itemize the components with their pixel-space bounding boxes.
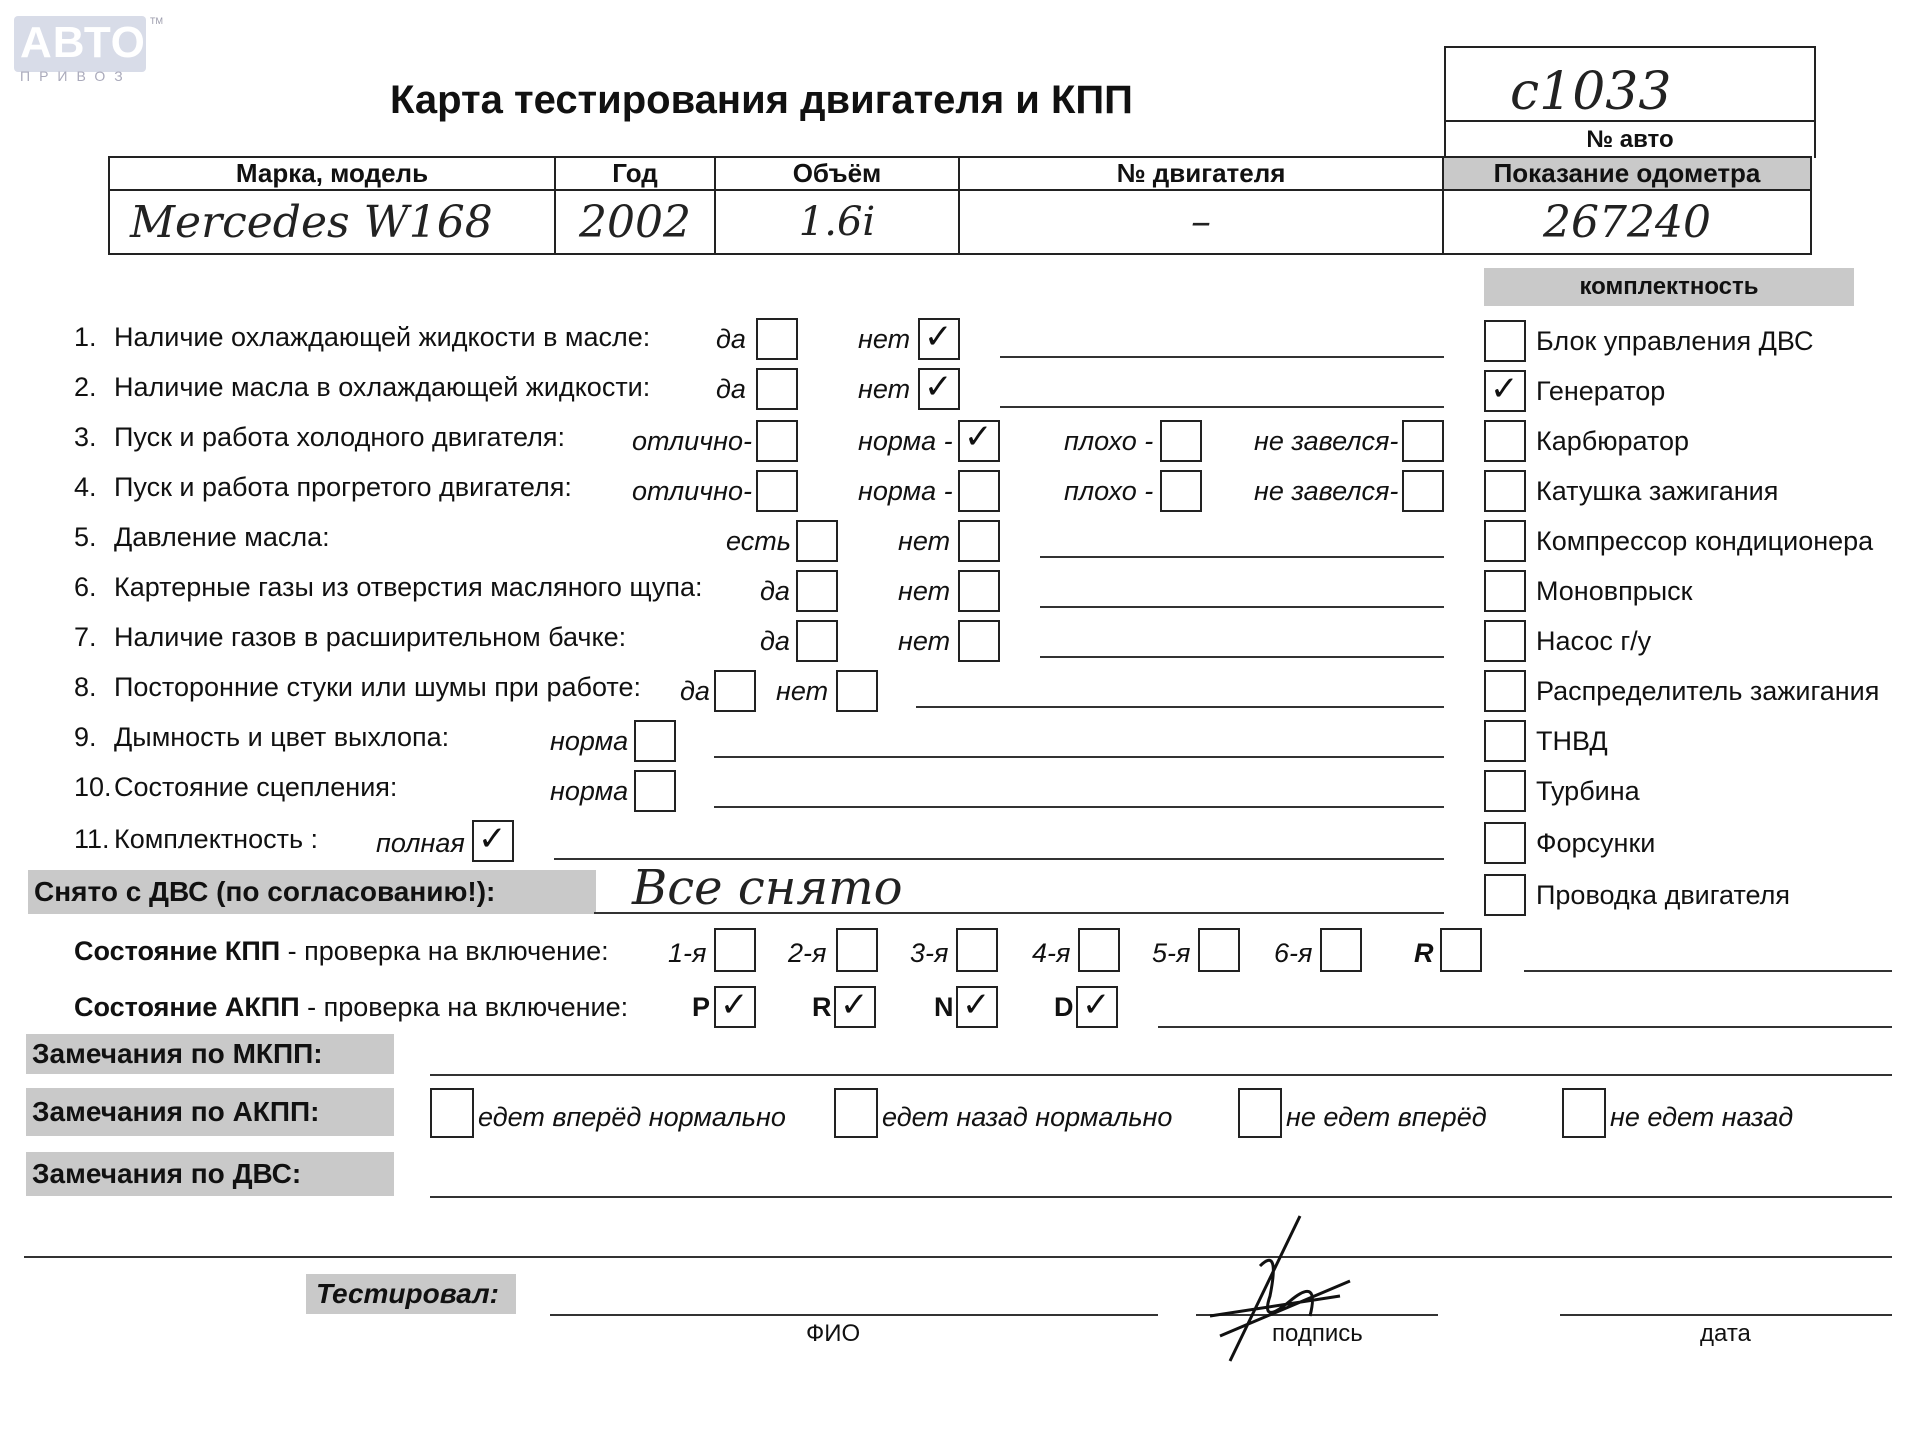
logo [14,16,163,72]
akpp-remark-checkbox[interactable] [1238,1088,1282,1138]
vehicle-header-table [108,156,1812,255]
kpp-title-rest: - проверка на включение: [280,936,609,966]
fio-label: ФИО [806,1320,861,1347]
completeness-item-label: Блок управления ДВС [1536,326,1814,356]
question-text: Посторонние стуки или шумы при работе: [114,672,641,702]
option-checkbox[interactable] [958,620,1000,662]
question-text: Состояние сцепления: [114,772,398,802]
akpp-remark-label: не едет вперёд [1286,1102,1487,1132]
option-label: полная [376,828,465,858]
removed-line [594,912,1444,914]
completeness-checkbox[interactable] [1484,770,1526,812]
completeness-item-label: Форсунки [1536,828,1656,858]
logo-tm: TM [150,16,163,26]
akpp-remark-checkbox[interactable] [1562,1088,1606,1138]
option-checkbox[interactable] [756,470,798,512]
option-label: нет [898,626,951,656]
remarks-dvs-line [430,1196,1892,1198]
option-label: норма - [858,476,953,506]
option-label: да [760,576,790,606]
fio-line [550,1314,1158,1316]
col-engine-number: № двигателя [959,157,1443,190]
question-text: Комплектность : [114,824,319,854]
notes-line [916,706,1444,708]
completeness-checkbox[interactable] [1484,470,1526,512]
completeness-title: комплектность [1484,268,1854,306]
question-number: 7. [74,622,97,652]
kpp-title-bold: Состояние КПП [74,936,281,966]
option-checkbox[interactable] [1160,470,1202,512]
gear-checkbox[interactable] [1198,928,1240,972]
akpp-mode-label: N [934,992,954,1022]
option-label: нет [858,324,911,354]
akpp-title-rest: - проверка на включение: [299,992,629,1022]
gear-label: 3-я [910,938,949,968]
completeness-checkbox[interactable] [1484,320,1526,362]
question-text: Наличие масла в охлаждающей жидкости: [114,372,651,402]
option-checkbox[interactable] [796,620,838,662]
question-text: Пуск и работа холодного двигателя: [114,422,565,452]
option-label: плохо - [1064,426,1154,456]
check-mark: ✓ [924,317,953,357]
notes-line [1000,406,1444,408]
check-mark: ✓ [964,417,993,457]
akpp-remark-label: едет назад нормально [882,1102,1173,1132]
completeness-item-label: Распределитель зажигания [1536,676,1880,706]
option-checkbox[interactable] [756,368,798,410]
question-text: Наличие газов в расширительном бачке: [114,622,627,652]
check-mark: ✓ [1082,985,1111,1025]
gear-checkbox[interactable] [956,928,998,972]
auto-number-divider [1446,120,1814,122]
remarks-akpp-label: Замечания по АКПП: [26,1088,394,1136]
tested-by-label: Тестировал: [306,1274,516,1314]
check-mark: ✓ [478,819,507,859]
akpp-notes-line [1158,1026,1892,1028]
akpp-remark-checkbox[interactable] [430,1088,474,1138]
removed-label: Снято с ДВС (по согласованию!): [28,870,596,914]
option-label: да [680,676,710,706]
option-checkbox[interactable] [1402,420,1444,462]
option-label: нет [898,576,951,606]
logo-sub: ПРИВОЗ [20,68,132,84]
question-number: 1. [74,322,97,352]
col-volume: Объём [715,157,959,190]
completeness-item-label: Компрессор кондиционера [1536,526,1874,556]
notes-line [714,806,1444,808]
option-checkbox[interactable] [796,520,838,562]
option-label: отлично- [632,426,752,456]
option-label: да [760,626,790,656]
check-mark: ✓ [1490,369,1519,409]
check-mark: ✓ [720,985,749,1025]
completeness-item-label: Катушка зажигания [1536,476,1779,506]
value-engine-number: – [959,190,1443,254]
option-checkbox[interactable] [756,318,798,360]
remarks-mkpp-label: Замечания по МКПП: [26,1034,394,1074]
question-number: 6. [74,572,97,602]
value-odometer: 267240 [1443,190,1811,254]
col-year: Год [555,157,715,190]
akpp-mode-label: R [812,992,832,1022]
completeness-checkbox[interactable] [1484,570,1526,612]
completeness-item-label: Моновпрыск [1536,576,1693,606]
completeness-item-label: ТНВД [1536,726,1608,756]
remarks-dvs-label: Замечания по ДВС: [26,1152,394,1196]
gear-checkbox[interactable] [1440,928,1482,972]
option-label: не завелся- [1254,476,1399,506]
page-title: Карта тестирования двигателя и КПП [390,78,1133,122]
option-label: да [716,374,746,404]
signature-label: подпись [1272,1320,1363,1347]
value-volume: 1.6i [715,190,959,254]
question-text: Картерные газы из отверстия масляного щупа: [114,572,703,602]
completeness-item-label: Проводка двигателя [1536,880,1790,910]
gear-checkbox[interactable] [1320,928,1362,972]
question-number: 2. [74,372,97,402]
akpp-mode-label: D [1054,992,1074,1022]
completeness-checkbox[interactable] [1484,874,1526,916]
option-label: отлично- [632,476,752,506]
completeness-checkbox[interactable] [1484,822,1526,864]
option-label: нет [858,374,911,404]
handwritten-signature [1190,1206,1380,1366]
option-checkbox[interactable] [836,670,878,712]
gear-label: R [1414,938,1434,968]
option-label: не завелся- [1254,426,1399,456]
completeness-checkbox[interactable] [1484,420,1526,462]
kpp-title [74,936,609,967]
notes-line [1000,356,1444,358]
option-label: плохо - [1064,476,1154,506]
option-checkbox[interactable] [1160,420,1202,462]
question-number: 5. [74,522,97,552]
auto-number-label: № авто [1586,126,1674,153]
akpp-remark-label: не едет назад [1610,1102,1794,1132]
option-label: есть [726,526,791,556]
question-number: 8. [74,672,97,702]
logo-main: АВТО [20,18,146,67]
notes-line [1040,556,1444,558]
gear-checkbox[interactable] [1078,928,1120,972]
completeness-item-label: Турбина [1536,776,1640,806]
option-label: норма - [858,426,953,456]
completeness-item-label: Карбюратор [1536,426,1690,456]
question-number: 11. [74,824,110,854]
remarks-mkpp-line [430,1074,1892,1076]
option-label: нет [776,676,829,706]
gear-label: 1-я [668,938,707,968]
value-year: 2002 [555,190,715,254]
notes-line [1040,606,1444,608]
option-checkbox[interactable] [1402,470,1444,512]
remarks-extra-line [24,1256,1892,1258]
check-mark: ✓ [962,985,991,1025]
col-odometer: Показание одометра [1443,157,1811,190]
col-brand-model: Марка, модель [109,157,555,190]
option-checkbox[interactable] [756,420,798,462]
akpp-mode-label: P [692,992,711,1022]
auto-number-box [1444,46,1816,158]
option-checkbox[interactable] [958,570,1000,612]
akpp-title [74,992,628,1023]
completeness-checkbox[interactable] [1484,520,1526,562]
question-number: 10. [74,772,112,802]
gear-checkbox[interactable] [836,928,878,972]
question-number: 4. [74,472,97,502]
question-number: 3. [74,422,97,452]
kpp-notes-line [1524,970,1892,972]
auto-number-value: с1033 [1510,62,1672,122]
option-checkbox[interactable] [714,670,756,712]
option-label: да [716,324,746,354]
gear-label: 4-я [1032,938,1071,968]
completeness-item-label: Генератор [1536,376,1666,406]
question-number: 9. [74,722,97,752]
completeness-checkbox[interactable] [1484,620,1526,662]
notes-line [1040,656,1444,658]
gear-checkbox[interactable] [714,928,756,972]
option-checkbox[interactable] [958,520,1000,562]
date-line [1560,1314,1892,1316]
question-text: Пуск и работа прогретого двигателя: [114,472,572,502]
completeness-checkbox[interactable] [1484,670,1526,712]
question-text: Дымность и цвет выхлопа: [114,722,450,752]
option-label: норма [550,776,629,806]
removed-value: Все снято [632,860,903,916]
date-label: дата [1700,1320,1751,1347]
option-checkbox[interactable] [634,770,676,812]
completeness-checkbox[interactable] [1484,720,1526,762]
option-label: нет [898,526,951,556]
option-label: норма [550,726,629,756]
akpp-remark-checkbox[interactable] [834,1088,878,1138]
option-checkbox[interactable] [958,470,1000,512]
gear-label: 2-я [788,938,827,968]
gear-label: 5-я [1152,938,1191,968]
akpp-title-bold: Состояние АКПП [74,992,300,1022]
question-text: Наличие охлаждающей жидкости в масле: [114,322,651,352]
option-checkbox[interactable] [796,570,838,612]
check-mark: ✓ [924,367,953,407]
check-mark: ✓ [840,985,869,1025]
akpp-remark-label: едет вперёд нормально [478,1102,786,1132]
question-text: Давление масла: [114,522,330,552]
notes-line [714,756,1444,758]
completeness-item-label: Насос г/у [1536,626,1652,656]
option-checkbox[interactable] [634,720,676,762]
value-brand-model: Mercedes W168 [109,190,555,254]
gear-label: 6-я [1274,938,1313,968]
